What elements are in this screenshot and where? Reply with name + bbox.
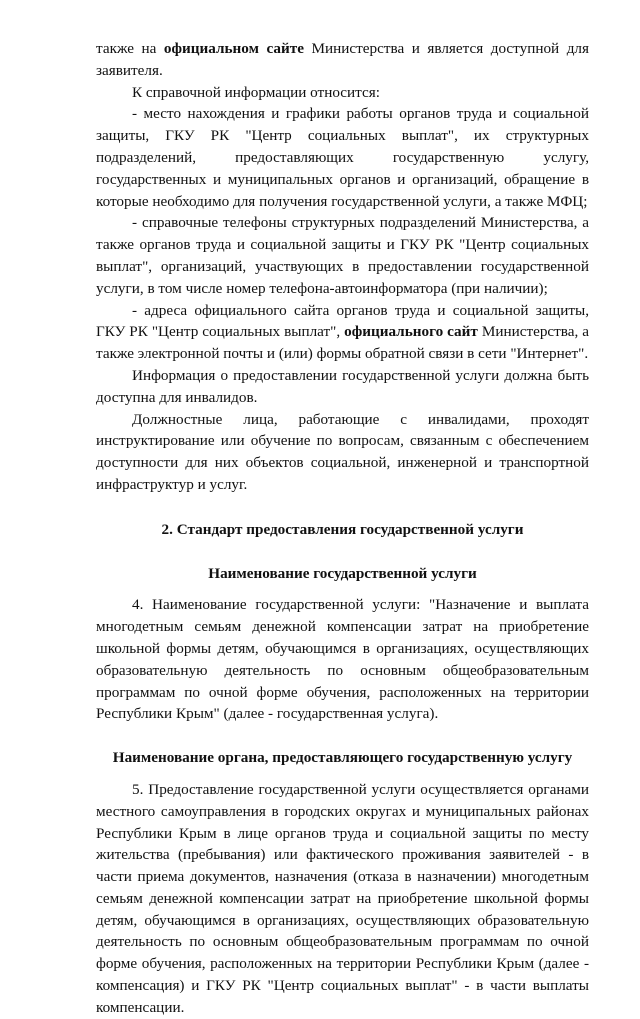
list-item-locations-schedules: - место нахождения и графики работы органов труда и социальной защиты, ГКУ РК "Центр социальных выплат", их структурных подразделений, предоставляющих государственную услугу, государственных и муниципальных органов и организаций, обращение в которые необходимо для получения государственной услуги, а также МФЦ; bbox=[96, 105, 589, 210]
subheading-providing-body: Наименование органа, предоставляющего государственную услугу bbox=[112, 749, 573, 767]
paragraph-reference-info-intro: К справочной информации относится: bbox=[132, 83, 380, 101]
subheading-service-name: Наименование государственной услуги bbox=[208, 564, 477, 582]
official-site-emphasis-2: официального сайт bbox=[344, 323, 478, 341]
paragraph-providing-body: 5. Предоставление государственной услуги осуществляется органами местного самоуправления в городских округах и муниципальных районах Республики Крым в лице органов труда и социальной защиты по месту жительства (пребывания) или фактического проживания заявителей - в части приема документов, назначения (отказа в назначении) многодетным семьям денежной компенсации затрат на приобретение школьной формы детям, обучающимся в организациях, осуществляющих образовательную деятельность по основным общеобразовательным программам по очной форме обучения, расположенных на территории Республики Крым (далее - компенсация) и ГКУ РК "Центр социальных выплат" - в части выплаты компенсации. bbox=[96, 780, 589, 1016]
paragraph-service-name: 4. Наименование государственной услуги: "Назначение и выплата многодетным семьям денежной компенсации затрат на приобретение школьной формы детям, обучающимся в организациях, осуществляющих образовательную деятельность по основным общеобразовательным программам по очной форме обучения, расположенных на территории Республики Крым" (далее - государственная услуга). bbox=[96, 596, 589, 723]
section-heading-standard: 2. Стандарт предоставления государственной услуги bbox=[161, 520, 524, 538]
paragraph-website-availability: также на официальном сайте Министерства и является доступной для заявителя. bbox=[96, 40, 589, 79]
list-item-addresses: - адреса официального сайта органов труда и социальной защиты, ГКУ РК "Центр социальных выплат", официального сайт Министерства, а также электронной почты и (или) формы обратной связи в сети "Интернет". bbox=[96, 301, 589, 363]
list-item-phones: - справочные телефоны структурных подразделений Министерства, а также органов труда и социальной защиты и ГКУ РК "Центр социальных выплат", организаций, участвующих в предоставлении государственной услуги, в том числе номер телефона-автоинформатора (при наличии); bbox=[96, 214, 589, 297]
official-site-emphasis: официальном сайте bbox=[163, 40, 304, 57]
document-body bbox=[96, 38, 589, 1019]
paragraph-disabled-access: Информация о предоставлении государственной услуги должна быть доступна для инвалидов. bbox=[96, 366, 589, 406]
paragraph-officials-training: Должностные лица, работающие с инвалидами, проходят инструктирование или обучение по вопросам, связанным с обеспечением доступности для них объектов социальной, инженерной и транспортной инфраструктур и услуг. bbox=[96, 410, 589, 493]
